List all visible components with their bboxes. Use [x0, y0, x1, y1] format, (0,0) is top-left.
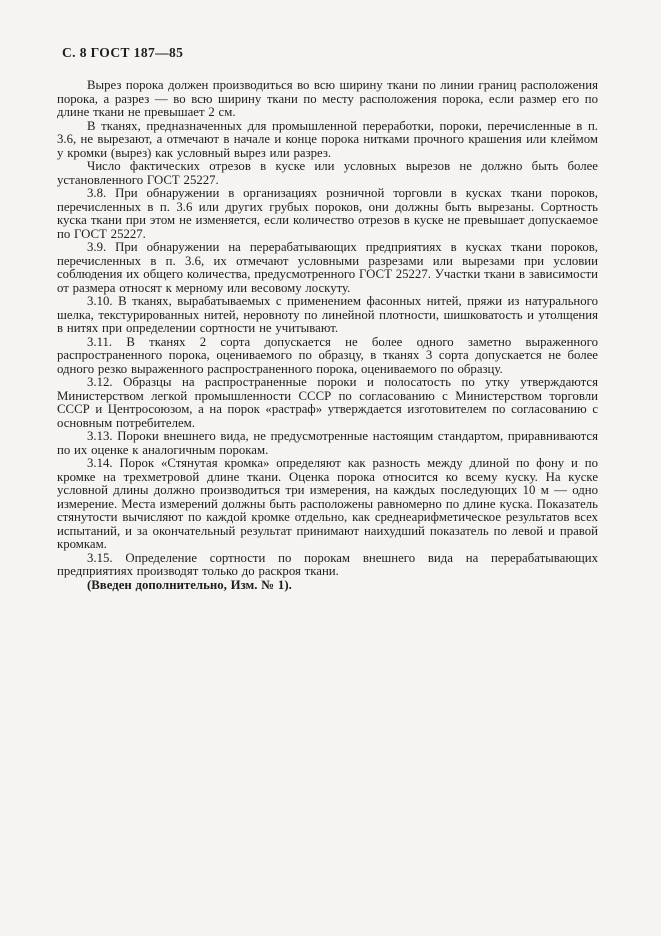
paragraph-3-15: 3.15. Определение сортности по порокам внешнего вида на перерабатывающих предприятиях производят только до раскроя ткани. [57, 550, 598, 578]
paragraph-3-8: 3.8. При обнаружении в организациях розничной торговли в кусках ткани пороков, перечисленных в п. 3.6 или других грубых пороков, они должны быть вырезаны. Сортность куска ткани при этом не изменяется, если количество отрезов в куске не превышает допускаемое по ГОСТ 25227. [57, 186, 598, 241]
paragraph-3-11: 3.11. В тканях 2 сорта допускается не более одного заметно выраженного распространенного порока, оцениваемого по образцу, в тканях 3 сорта допускается не более одного резко выраженного распространенного порока, оцениваемого по образцу. [57, 334, 598, 376]
paragraph-industrial: В тканях, предназначенных для промышленной переработки, пороки, перечисленные в п. 3.6, не вырезают, а отмечают в начале и конце порока нитками прочного крашения или клеймом у кромки (вырез) как условный вырез или разрез. [57, 118, 598, 160]
paragraph-3-12: 3.12. Образцы на распространенные пороки и полосатость по утку утверждаются Министерством легкой промышленности СССР по согласованию с Министерством торговли СССР и Центросоюзом, а на порок «растраф» утверждается изготовителем по согласованию с основным потребителем. [57, 375, 598, 430]
page-header: С. 8 ГОСТ 187—85 [62, 45, 184, 60]
paragraph-3-13: 3.13. Пороки внешнего вида, не предусмотренные настоящим стандартом, приравниваются по их оценке к аналогичным порокам. [57, 429, 598, 457]
amendment-note: (Введен дополнительно, Изм. № 1). [87, 577, 292, 592]
paragraph-3-9: 3.9. При обнаружении на перерабатывающих предприятиях в кусках ткани пороков, перечисленных в п. 3.6, их отмечают условными разрезами или вырезами при условии соблюдения их общего количества, предусмотренного ГОСТ 25227. Участки ткани в зависимости от размера относят к мерному или весовому лоскуту. [57, 240, 598, 295]
paragraph-cut-count: Число фактических отрезов в куске или условных вырезов не должно быть более установленного ГОСТ 25227. [57, 159, 598, 187]
paragraph-cut-rule: Вырез порока должен производиться во всю ширину ткани по линии границ расположения порока, а разрез — во всю ширину ткани по месту расположения порока, если размер его по длине ткани не превышает 2 см. [57, 78, 598, 119]
body-text [57, 79, 598, 592]
paragraph-3-10: 3.10. В тканях, вырабатываемых с применением фасонных нитей, пряжи из натурального шелка, текстурированных нитей, неровноту по линейной плотности, шишковатость и утолщения в нитях при определении сортности не учитывают. [57, 294, 598, 335]
page-content [57, 45, 598, 592]
paragraph-3-14: 3.14. Порок «Стянутая кромка» определяют как разность между длиной по фону и по кромке на трехметровой длине ткани. Оценка порока относится ко всему куску. На куске условной длины должно производиться три измерения, на каждых последующих 10 м — одно измерение. Места измерений должны быть расположены равномерно по длине куска. Показатель стянутости вычисляют по каждой кромке отдельно, как среднеарифметическое результатов всех испытаний, и за окончательный результат принимают наихудший показатель по левой и правой кромкам. [57, 456, 598, 551]
